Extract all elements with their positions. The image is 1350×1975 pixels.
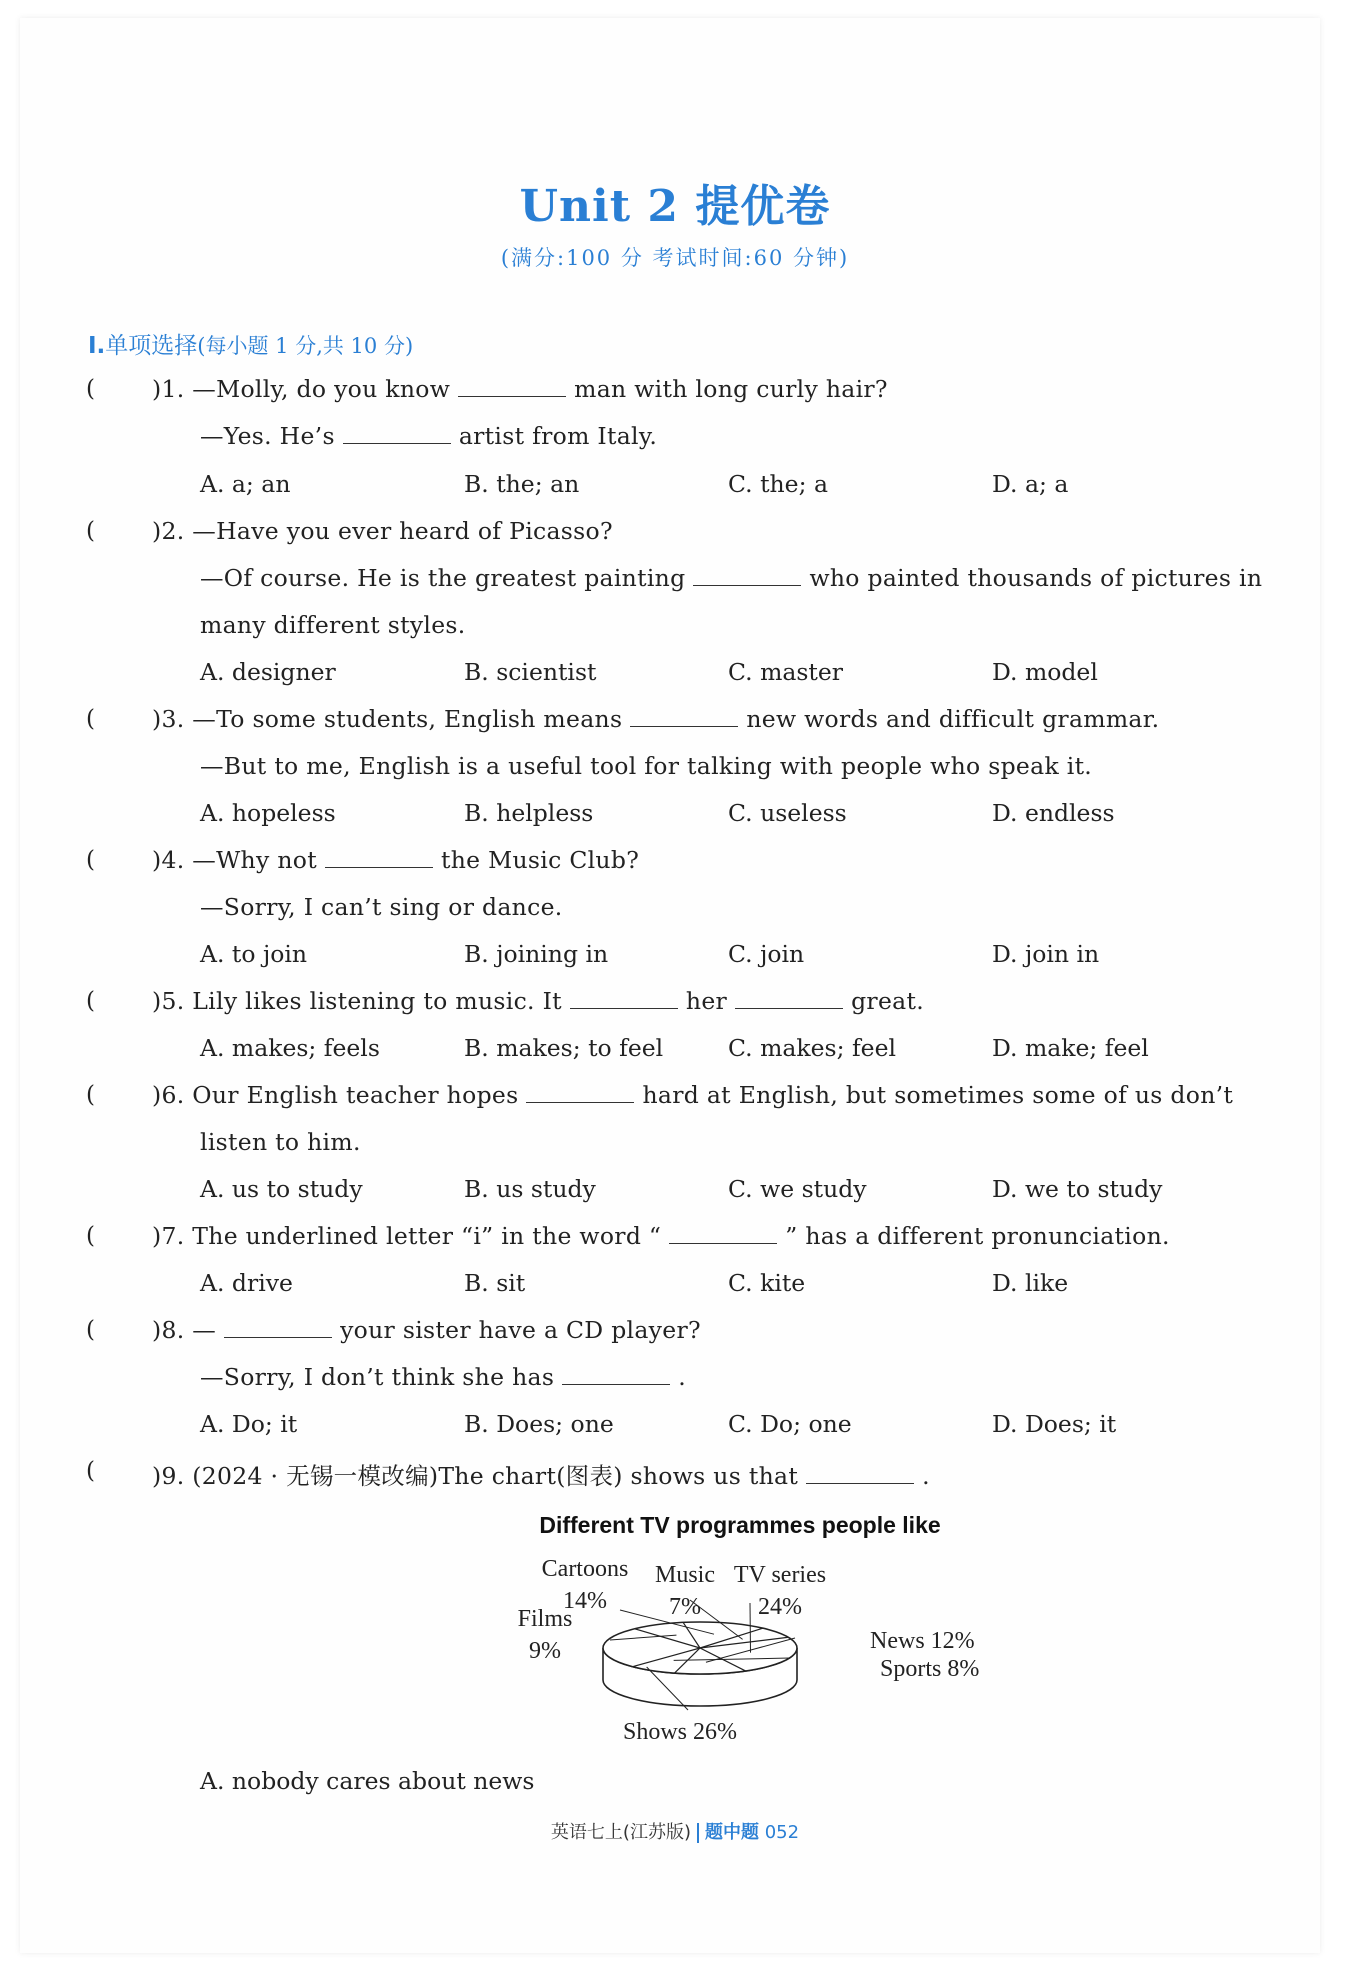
answer-blank	[562, 1364, 670, 1385]
question-number: )3.	[152, 705, 185, 733]
option-d: D. model	[992, 658, 1098, 686]
option-b: B. helpless	[464, 799, 594, 827]
answer-bracket: (	[86, 847, 95, 873]
answer-blank	[526, 1082, 634, 1103]
option-d: D. a; a	[992, 470, 1069, 498]
page-footer	[0, 1818, 1350, 1844]
section-note: (每小题 1 分,共 10 分)	[197, 334, 414, 358]
answer-blank	[325, 847, 433, 868]
option-b: B. scientist	[464, 658, 597, 686]
question-5: )5. Lily likes listening to music. It her great.	[152, 987, 925, 1015]
question-6-continuation: listen to him.	[200, 1128, 361, 1156]
option-d: D. join in	[992, 940, 1100, 968]
answer-bracket: (	[86, 1317, 95, 1343]
option-d: D. endless	[992, 799, 1115, 827]
option-a: A. nobody cares about news	[200, 1767, 535, 1795]
answer-blank	[735, 988, 843, 1009]
option-a: A. Do; it	[200, 1410, 298, 1438]
answer-bracket: (	[86, 706, 95, 732]
question-number: )4.	[152, 846, 185, 874]
option-c: C. master	[728, 658, 844, 686]
pie-label: Sports 8%	[880, 1656, 980, 1682]
option-c: C. makes; feel	[728, 1034, 896, 1062]
section-name: 单项选择	[105, 333, 198, 359]
page-number: 052	[764, 1822, 800, 1843]
question-text: man with long curly hair?	[574, 375, 888, 403]
pie-label: Shows 26%	[622, 1719, 738, 1745]
question-3: )3. —To some students, English means new words and difficult grammar.	[152, 705, 1160, 733]
option-b: B. sit	[464, 1269, 526, 1297]
question-2-continuation: many different styles.	[200, 611, 466, 639]
option-c: C. we study	[728, 1175, 867, 1203]
question-2-reply: —Of course. He is the greatest painting who painted thousands of pictures in	[200, 564, 1263, 592]
question-text: —Molly, do you know	[192, 375, 451, 403]
option-b: B. Does; one	[464, 1410, 614, 1438]
pie-label: Music 7%	[655, 1562, 715, 1620]
answer-blank	[224, 1317, 332, 1338]
option-a: A. makes; feels	[200, 1034, 380, 1062]
option-c: C. useless	[728, 799, 847, 827]
answer-bracket: (	[86, 988, 95, 1014]
question-number: )5.	[152, 987, 185, 1015]
pie-label: Cartoons 14%	[541, 1556, 629, 1614]
question-6: )6. Our English teacher hopes hard at English, but sometimes some of us don’t	[152, 1081, 1234, 1109]
answer-blank	[806, 1463, 914, 1484]
option-d: D. like	[992, 1269, 1069, 1297]
question-4: )4. —Why not the Music Club?	[152, 846, 640, 874]
pie-chart	[0, 1548, 1350, 1788]
section-heading	[88, 327, 413, 360]
page-title: Unit 2 提优卷	[519, 181, 831, 232]
footer-brand: 题中题	[704, 1822, 759, 1843]
answer-blank	[343, 423, 451, 444]
question-number: )1.	[152, 375, 185, 403]
question-number: )2.	[152, 517, 185, 545]
answer-blank	[570, 988, 678, 1009]
answer-blank	[630, 706, 738, 727]
option-d: D. make; feel	[992, 1034, 1149, 1062]
option-b: B. us study	[464, 1175, 596, 1203]
option-a: A. to join	[200, 940, 308, 968]
option-b: B. makes; to feel	[464, 1034, 664, 1062]
option-b: B. the; an	[464, 470, 580, 498]
option-d: D. we to study	[992, 1175, 1163, 1203]
answer-bracket: (	[86, 518, 95, 544]
question-number: )8.	[152, 1316, 185, 1344]
option-c: C. kite	[728, 1269, 806, 1297]
option-c: C. join	[728, 940, 805, 968]
section-number: Ⅰ.	[88, 333, 106, 359]
question-1-reply: —Yes. He’s artist from Italy.	[200, 422, 658, 450]
question-4-reply: —Sorry, I can’t sing or dance.	[200, 893, 563, 921]
answer-blank	[458, 376, 566, 397]
answer-bracket: (	[86, 1458, 95, 1484]
chart-title: Different TV programmes people like	[539, 1512, 941, 1538]
question-number: )6.	[152, 1081, 185, 1109]
option-a: A. hopeless	[200, 799, 336, 827]
answer-blank	[693, 565, 801, 586]
question-1	[152, 375, 888, 403]
question-text: —Have you ever heard of Picasso?	[192, 517, 613, 545]
question-8: )8. — your sister have a CD player?	[152, 1316, 701, 1344]
answer-blank	[669, 1223, 777, 1244]
question-number: )7.	[152, 1222, 185, 1250]
option-c: C. Do; one	[728, 1410, 852, 1438]
option-c: C. the; a	[728, 470, 828, 498]
question-9: )9. (2024 · 无锡一模改编)The chart(图表) shows us that .	[152, 1462, 930, 1490]
question-3-reply: —But to me, English is a useful tool for talking with people who speak it.	[200, 752, 1093, 780]
answer-bracket: (	[86, 1223, 95, 1249]
question-7: )7. The underlined letter “i” in the word “ ” has a different pronunciation.	[152, 1222, 1170, 1250]
pie-label: Films 9%	[517, 1606, 573, 1664]
page-subtitle: (满分:100 分 考试时间:60 分钟)	[500, 246, 850, 270]
pie-label: News 12%	[870, 1628, 975, 1654]
option-b: B. joining in	[464, 940, 609, 968]
answer-bracket: (	[86, 376, 95, 402]
answer-bracket: (	[86, 1082, 95, 1108]
question-2	[152, 517, 613, 545]
pie-leader-line	[750, 1603, 751, 1653]
question-8-reply: —Sorry, I don’t think she has .	[200, 1363, 686, 1391]
footer-divider	[697, 1823, 699, 1843]
option-a: A. us to study	[200, 1175, 363, 1203]
option-d: D. Does; it	[992, 1410, 1117, 1438]
footer-book: 英语七上(江苏版)	[550, 1822, 691, 1843]
question-number: )9.	[152, 1462, 185, 1490]
option-a: A. drive	[200, 1269, 293, 1297]
pie-label: TV series 24%	[733, 1562, 827, 1620]
option-a: A. designer	[200, 658, 336, 686]
option-a: A. a; an	[200, 470, 291, 498]
